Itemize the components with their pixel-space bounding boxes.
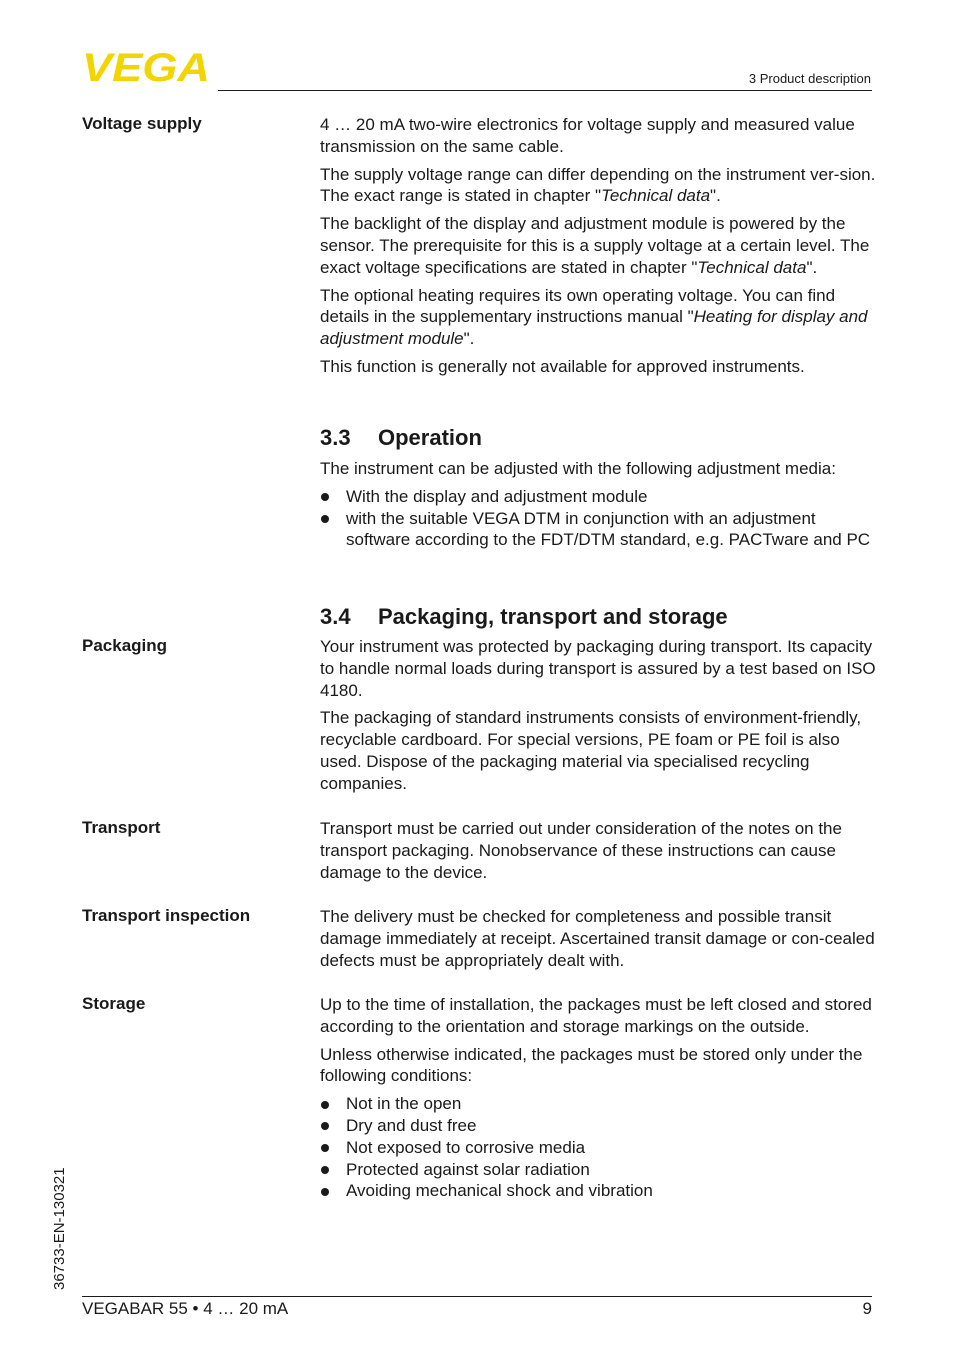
bullet-icon: [321, 493, 329, 501]
packaging-section-heading: [320, 604, 728, 630]
transport-p1: Transport must be carried out under consideration of the notes on the transport packaging. Nonobservance of these instructions can cause damage to the device.: [320, 819, 842, 882]
voltage-p4: The optional heating requires its own operating voltage. You can find details in the supplementary instructions manual "Heating for display and adjustment module".: [320, 285, 868, 349]
transport-label: Transport: [82, 818, 161, 837]
voltage-p1: 4 … 20 mA two-wire electronics for voltage supply and measured value transmission on the same cable.: [320, 115, 855, 156]
bullet-icon: [321, 1122, 329, 1130]
transport-inspection-body: [320, 906, 876, 971]
operation-body: [320, 458, 876, 551]
packaging-label: Packaging: [82, 636, 168, 655]
bullet-icon: [321, 1166, 329, 1174]
page-number: 9: [862, 1299, 872, 1318]
operation-heading-title: Operation: [378, 425, 482, 450]
vega-logo: [82, 50, 212, 86]
transport-inspection-label: Transport inspection: [82, 906, 251, 925]
list-item: Not exposed to corrosive media: [320, 1137, 876, 1159]
header-rule: [218, 90, 872, 91]
vega-logo-text: VEGA: [82, 50, 210, 86]
voltage-p3: The backlight of the display and adjustment module is powered by the sensor. The prerequisite for this is a supply voltage at a certain level. The exact voltage specifications are stated in chapter "Technical data".: [320, 214, 870, 277]
operation-intro: The instrument can be adjusted with the following adjustment media:: [320, 459, 836, 478]
bullet-icon: [321, 1188, 329, 1196]
list-item: Protected against solar radiation: [320, 1159, 876, 1181]
packaging-p2: The packaging of standard instruments consists of environment-friendly, recyclable cardboard. For special versions, PE foam or PE foil is also used. Dispose of the packaging material via specialised recycling companies.: [320, 708, 862, 793]
footer-rule: [82, 1296, 872, 1297]
list-item: With the display and adjustment module: [320, 486, 876, 508]
packaging-body: [320, 636, 876, 795]
voltage-supply-body: [320, 114, 876, 378]
transport-inspection-p1: The delivery must be checked for completeness and possible transit damage immediately at receipt. Ascertained transit damage or con-cealed defects must be appropriately dealt with.: [320, 907, 875, 970]
storage-conditions-list: [320, 1093, 876, 1202]
storage-p1: Up to the time of installation, the packages must be left closed and stored according to the orientation and storage markings on the outside.: [320, 995, 872, 1036]
list-item: Avoiding mechanical shock and vibration: [320, 1180, 876, 1202]
voltage-p5: This function is generally not available for approved instruments.: [320, 356, 805, 376]
bullet-icon: [321, 1144, 329, 1152]
voltage-p2: The supply voltage range can differ depending on the instrument ver-sion. The exact range is stated in chapter "Technical data".: [320, 164, 876, 206]
storage-label: Storage: [82, 994, 146, 1013]
list-item: Dry and dust free: [320, 1115, 876, 1137]
packaging-p1: Your instrument was protected by packaging during transport. Its capacity to handle normal loads during transport is assured by a test based on ISO 4180.: [320, 637, 876, 700]
packaging-section-title: Packaging, transport and storage: [378, 604, 728, 629]
storage-p2: Unless otherwise indicated, the packages must be stored only under the following conditions:: [320, 1044, 863, 1086]
operation-heading-number: 3.3: [320, 425, 351, 450]
transport-body: [320, 818, 876, 883]
voltage-supply-label: Voltage supply: [82, 114, 202, 133]
section-label: 3 Product description: [748, 71, 871, 86]
operation-heading: [320, 425, 482, 451]
list-item: with the suitable VEGA DTM in conjunction with an adjustment software according to the FDT/DTM standard, e.g. PACTware and PC: [320, 508, 876, 552]
packaging-section-number: 3.4: [320, 604, 351, 629]
operation-list: [320, 486, 876, 551]
bullet-icon: [321, 1101, 329, 1109]
storage-body: [320, 994, 876, 1202]
bullet-icon: [321, 515, 329, 523]
footer-product: VEGABAR 55 • 4 … 20 mA: [82, 1299, 289, 1318]
list-item: Not in the open: [320, 1093, 876, 1115]
document-code: 36733-EN-130321: [51, 1167, 68, 1290]
